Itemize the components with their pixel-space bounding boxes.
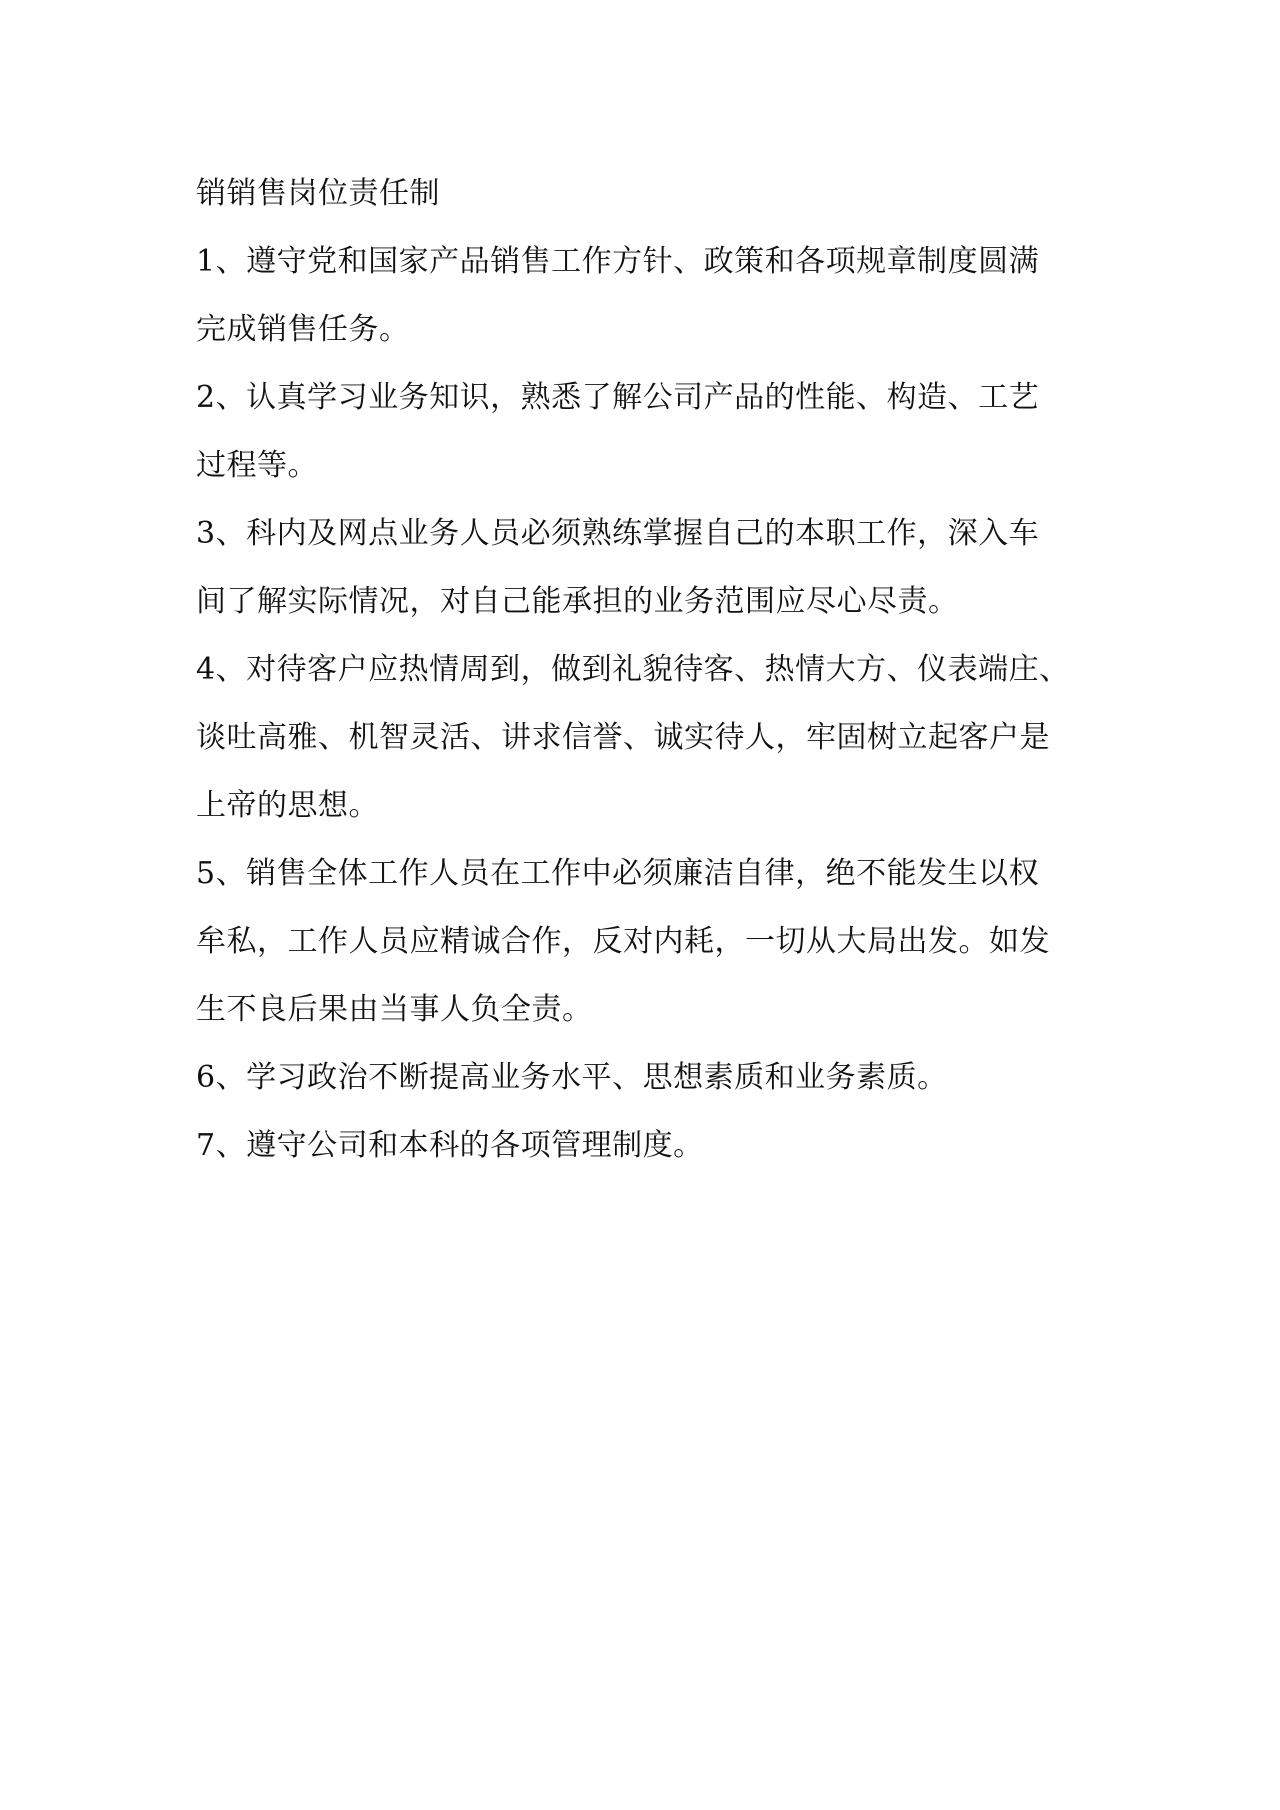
- clause-3-line-2: 间了解实际情况，对自己能承担的业务范围应尽心尽责。: [196, 584, 959, 619]
- clause-2-line-2: 过程等。: [196, 448, 318, 483]
- clause-7-line-1: 7、遵守公司和本科的各项管理制度。: [196, 1128, 704, 1163]
- clause-1-line-2: 完成销售任务。: [196, 312, 410, 347]
- document-body: [196, 160, 1096, 1180]
- clause-1-line-1: 1、遵守党和国家产品销售工作方针、政策和各项规章制度圆满: [196, 244, 1040, 279]
- clause-2-line-1: 2、认真学习业务知识，熟悉了解公司产品的性能、构造、工艺: [196, 380, 1040, 415]
- clause-5-line-2: 牟私，工作人员应精诚合作，反对内耗，一切从大局出发。如发: [196, 924, 1050, 959]
- clause-4-line-1: 4、对待客户应热情周到，做到礼貌待客、热情大方、仪表端庄、: [196, 652, 1070, 687]
- clause-3-line-1: 3、科内及网点业务人员必须熟练掌握自己的本职工作，深入车: [196, 516, 1040, 551]
- clause-4-line-2: 谈吐高雅、机智灵活、讲求信誉、诚实待人，牢固树立起客户是: [196, 720, 1050, 755]
- clause-6-line-1: 6、学习政治不断提高业务水平、思想素质和业务素质。: [196, 1060, 948, 1095]
- clause-5-line-1: 5、销售全体工作人员在工作中必须廉洁自律，绝不能发生以权: [196, 856, 1040, 891]
- clause-4-line-3: 上帝的思想。: [196, 788, 379, 823]
- clause-5-line-3: 生不良后果由当事人负全责。: [196, 992, 593, 1027]
- document-title: 销销售岗位责任制: [196, 176, 440, 211]
